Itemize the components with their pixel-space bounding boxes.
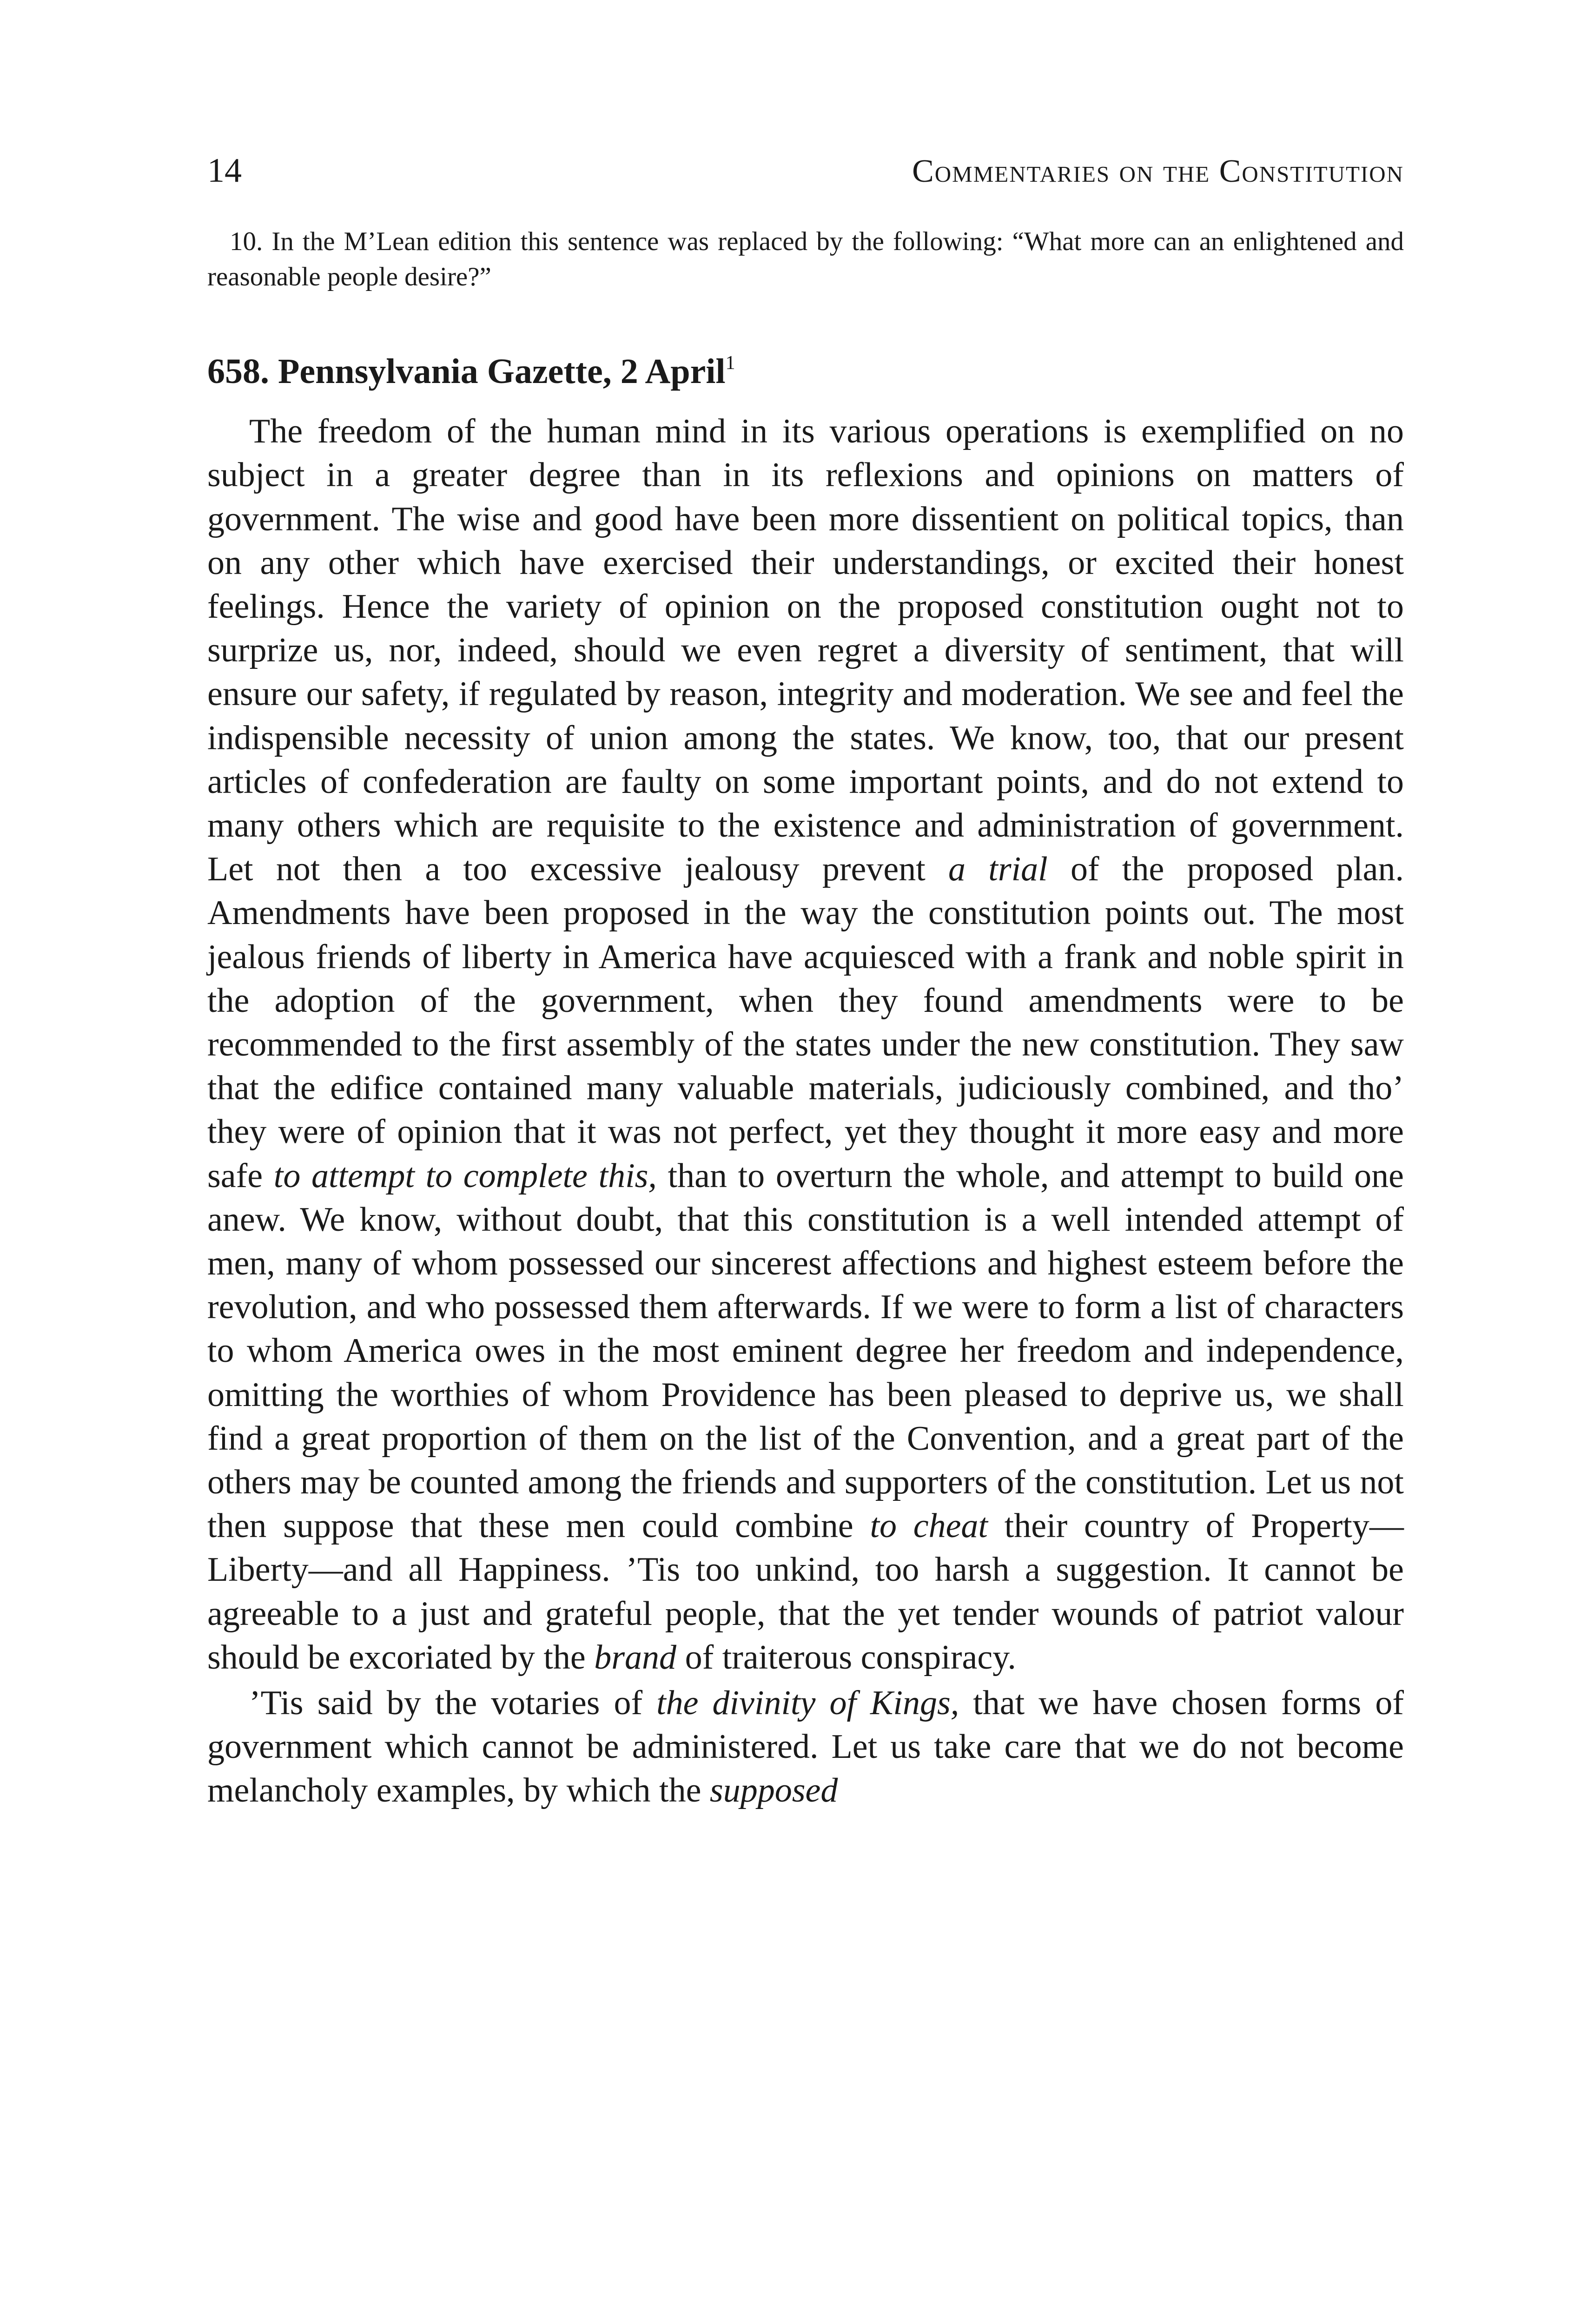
paragraph-1-text-e: of traiterous conspiracy.: [676, 1638, 1016, 1677]
heading-note-ref: 1: [725, 352, 735, 374]
document-title: 658. Pennsylvania Gazette, 2 April: [207, 352, 726, 391]
emphasis-a-trial: a trial: [948, 850, 1048, 889]
paragraph-2: [207, 1681, 1404, 1813]
paragraph-1-text-d: their country of Property—Liberty—and all Happiness. ’Tis too unkind, too harsh a suggestion. It cannot be agreeable to a just and grateful people, that the yet tender wounds of patriot valour should be excoriated by the: [207, 1507, 1404, 1677]
paragraph-1-text-a: The freedom of the human mind in its various operations is exemplified on no subject in a greater degree than in its reflexions and opinions on matters of government. The wise and good have been more dissentient on political topics, than on any other which have exercised their understandings, or excited their honest feelings. Hence the variety of opinion on the proposed constitution ought not to surprize us, nor, indeed, should we even regret a diversity of sentiment, that will ensure our safety, if regulated by reason, integrity and moderation. We see and feel the indispensible necessity of union among the states. We know, too, that our present articles of confederation are faulty on some important points, and do not extend to many others which are requisite to the existence and administration of government. Let not then a too excessive jealousy prevent: [207, 412, 1404, 889]
running-head: [207, 153, 1404, 200]
paragraph-1: [207, 409, 1404, 1679]
paragraph-1-text-b: of the proposed plan. Amendments have been proposed in the way the constitution points out. The most jealous friends of liberty in America have acquiesced with a frank and noble spirit in the adoption of the government, when they found amendments were to be recommended to the first assembly of the states under the new constitution. They saw that the edifice contained many valuable materials, judiciously combined, and tho’ they were of opinion that it was not perfect, yet they thought it more easy and more safe: [207, 850, 1404, 1195]
footnote-text: In the M’Lean edition this sentence was replaced by the following: “What more can an enlightened and reasonable people desire?”: [207, 227, 1404, 291]
footnote: [207, 224, 1404, 295]
emphasis-brand: brand: [594, 1638, 677, 1677]
page-number: 14: [207, 152, 242, 190]
emphasis-supposed: supposed: [709, 1771, 838, 1810]
running-title: Commentaries on the Constitution: [912, 153, 1404, 189]
paragraph-2-text-a: ’Tis said by the votaries of: [249, 1684, 657, 1723]
footnote-number: 10.: [230, 227, 263, 256]
document-heading: [207, 350, 1404, 393]
paragraph-2-text-b: that we have chosen forms of government which cannot be administered. Let us take care that we do not become melancholy examples, by which the: [207, 1684, 1404, 1810]
paragraph-1-text-c: than to overturn the whole, and attempt to build one anew. We know, without doubt, that this constitution is a well intended attempt of men, many of whom possessed our sincerest affections and highest esteem before the revolution, and who possessed them afterwards. If we were to form a list of characters to whom America owes in the most eminent degree her freedom and independence, omitting the worthies of whom Providence has been pleased to deprive us, we shall find a great proportion of them on the list of the Convention, and a great part of the others may be counted among the friends and supporters of the constitution. Let us not then suppose that these men could combine: [207, 1156, 1404, 1545]
emphasis-divinity-of-kings: the divinity of Kings,: [656, 1684, 959, 1723]
emphasis-to-cheat: to cheat: [870, 1507, 988, 1545]
emphasis-attempt-to-complete: to attempt to complete this,: [273, 1156, 657, 1195]
page: [207, 153, 1404, 1813]
